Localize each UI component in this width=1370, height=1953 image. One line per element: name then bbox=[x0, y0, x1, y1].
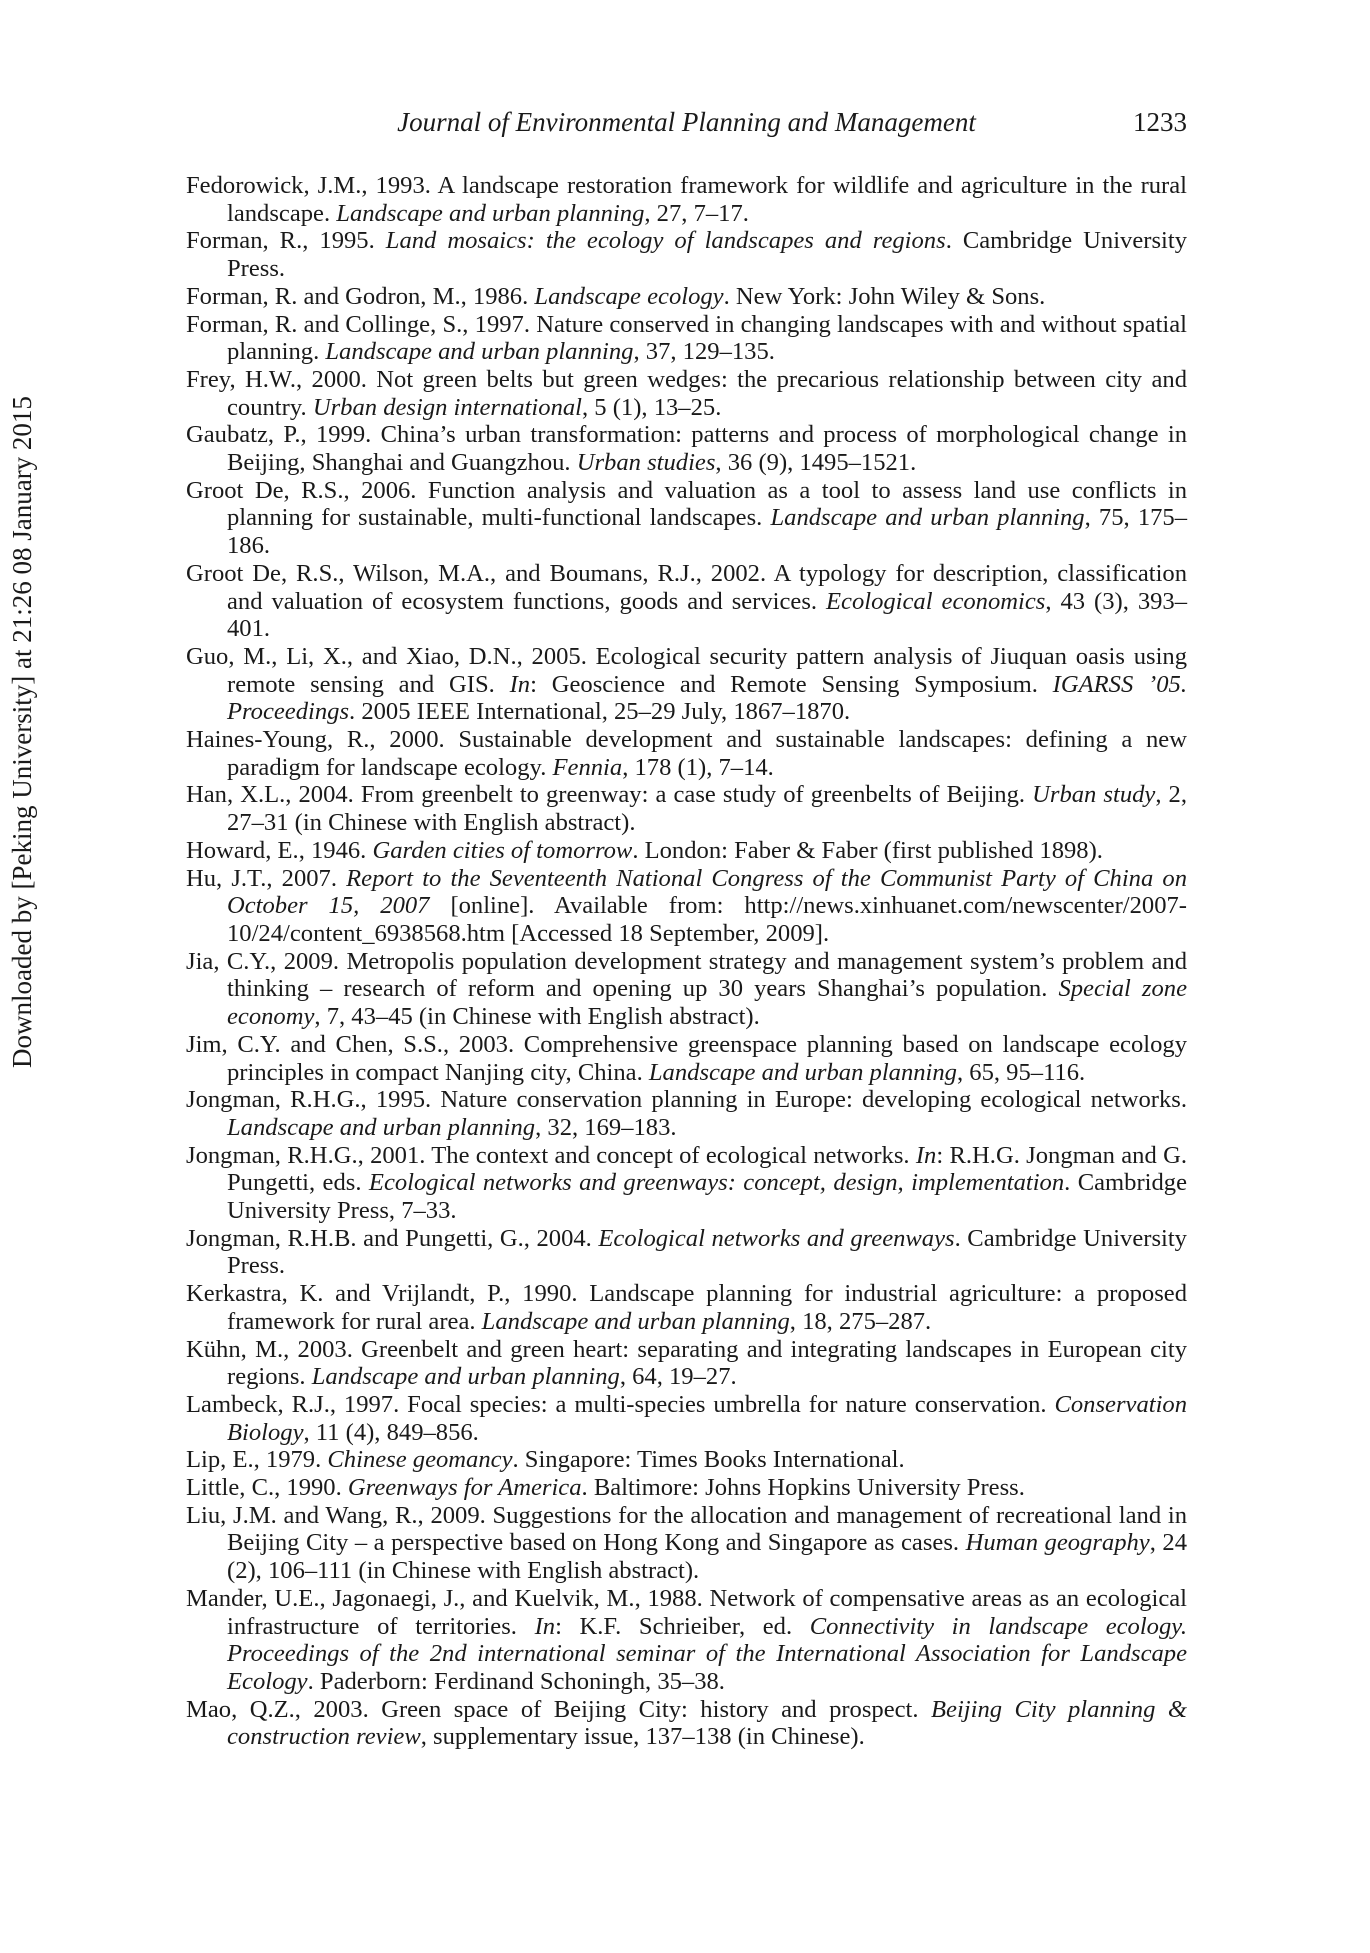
page-number: 1233 bbox=[1133, 107, 1187, 137]
reference-entry bbox=[186, 1391, 1187, 1446]
reference-text: Liu, J.M. and Wang, R., 2009. Suggestions for the allocation and management of recreational land in Beijing City – a perspective based on Hong Kong and Singapore as cases. bbox=[186, 1501, 1187, 1557]
reference-entry bbox=[186, 477, 1187, 560]
reference-text: . 2005 IEEE International, 25–29 July, 1867–1870. bbox=[349, 698, 851, 726]
reference-text: . Cambridge University Press. bbox=[227, 1224, 1187, 1280]
reference-italic-text: In bbox=[915, 1141, 937, 1169]
reference-text: Groot De, R.S., Wilson, M.A., and Boumans, R.J., 2002. A typology for description, classification and valuation of ecosystem functions, goods and services. bbox=[186, 559, 1187, 615]
reference-italic-text: Landscape and urban planning bbox=[770, 504, 1085, 532]
reference-entry bbox=[186, 311, 1187, 366]
reference-italic-text: Landscape and urban planning bbox=[325, 338, 634, 366]
reference-text: . Cambridge University Press, 7–33. bbox=[227, 1169, 1187, 1225]
reference-text: Lambeck, R.J., 1997. Focal species: a multi-species umbrella for nature conservation. bbox=[186, 1390, 1055, 1418]
reference-text: , 75, 175–186. bbox=[227, 504, 1188, 560]
reference-italic-text: Urban design international bbox=[312, 393, 582, 421]
reference-entry bbox=[186, 1696, 1187, 1751]
reference-text: Little, C., 1990. bbox=[186, 1474, 348, 1502]
reference-text: Jongman, R.H.B. and Pungetti, G., 2004. bbox=[186, 1224, 599, 1252]
reference-italic-text: Landscape and urban planning bbox=[227, 1113, 536, 1141]
reference-entry bbox=[186, 172, 1187, 227]
reference-text: Jia, C.Y., 2009. Metropolis population development strategy and management system’s problem and thinking – research of reform and opening up 30 years Shanghai’s population. bbox=[186, 947, 1187, 1003]
reference-italic-text: Special zone economy bbox=[227, 975, 1187, 1031]
reference-text: Lip, E., 1979. bbox=[186, 1446, 328, 1474]
reference-italic-text: Land mosaics: the ecology of landscapes and regions bbox=[385, 227, 946, 255]
reference-entry bbox=[186, 1446, 1187, 1474]
reference-text: : Geoscience and Remote Sensing Symposium. bbox=[530, 670, 1053, 698]
reference-italic-text: Landscape and urban planning bbox=[336, 199, 645, 227]
reference-entry bbox=[186, 227, 1187, 282]
reference-italic-text: In bbox=[509, 670, 531, 698]
reference-text: Jim, C.Y. and Chen, S.S., 2003. Comprehensive greenspace planning based on landscape ecology principles in compact Nanjing city, China. bbox=[186, 1030, 1187, 1086]
reference-text: , 2, 27–31 (in Chinese with English abstract). bbox=[227, 781, 1188, 837]
reference-italic-text: Fennia bbox=[552, 753, 623, 781]
reference-text: , 64, 19–27. bbox=[619, 1363, 737, 1391]
reference-italic-text: Urban study bbox=[1032, 781, 1156, 809]
reference-entry bbox=[186, 1280, 1187, 1335]
reference-text: , 11 (4), 849–856. bbox=[303, 1418, 479, 1446]
journal-title: Journal of Environmental Planning and Management bbox=[397, 107, 976, 137]
reference-entry bbox=[186, 366, 1187, 421]
reference-text: Forman, R., 1995. bbox=[186, 227, 386, 255]
reference-text: : K.F. Schrieiber, ed. bbox=[555, 1612, 810, 1640]
reference-italic-text: Landscape and urban planning bbox=[481, 1307, 790, 1335]
reference-italic-text: Landscape and urban planning bbox=[311, 1363, 620, 1391]
running-header bbox=[186, 104, 1187, 140]
reference-entry bbox=[186, 1086, 1187, 1141]
reference-text: Jongman, R.H.G., 1995. Nature conservation planning in Europe: developing ecological networks. bbox=[186, 1086, 1187, 1114]
reference-text: Kerkastra, K. and Vrijlandt, P., 1990. Landscape planning for industrial agriculture: a proposed framework for rural area. bbox=[186, 1280, 1187, 1335]
reference-text: , 36 (9), 1495–1521. bbox=[715, 449, 917, 477]
reference-italic-text: Ecological networks and greenways: concept, design, implementation bbox=[368, 1169, 1065, 1197]
reference-text: Groot De, R.S., 2006. Function analysis and valuation as a tool to assess land use conflicts in planning for sustainable, multi-functional landscapes. bbox=[186, 476, 1187, 532]
reference-text: , 5 (1), 13–25. bbox=[582, 393, 722, 421]
reference-entry bbox=[186, 948, 1187, 1031]
reference-italic-text: Garden cities of tomorrow bbox=[372, 836, 633, 864]
reference-italic-text: Landscape and urban planning bbox=[648, 1058, 957, 1086]
reference-entry bbox=[186, 560, 1187, 643]
reference-italic-text: Ecological economics bbox=[826, 587, 1046, 615]
reference-text: , 27, 7–17. bbox=[644, 199, 749, 227]
reference-italic-text: Landscape ecology bbox=[534, 282, 724, 310]
reference-italic-text: Urban studies bbox=[576, 449, 716, 477]
reference-entry bbox=[186, 421, 1187, 476]
reference-entry bbox=[186, 1142, 1187, 1225]
reference-text: Jongman, R.H.G., 2001. The context and concept of ecological networks. bbox=[186, 1141, 916, 1169]
reference-text: . Paderborn: Ferdinand Schoningh, 35–38. bbox=[307, 1667, 725, 1695]
reference-text: [online]. Available from: http://news.xinhuanet.com/newscenter/2007-10/24/content_6938568.htm [Accessed 18 September, 2009]. bbox=[227, 892, 1187, 947]
reference-entry bbox=[186, 837, 1187, 865]
reference-text: , 24 (2), 106–111 (in Chinese with English abstract). bbox=[227, 1529, 1187, 1585]
reference-text: . Cambridge University Press. bbox=[227, 227, 1187, 283]
reference-text: Frey, H.W., 2000. Not green belts but green wedges: the precarious relationship between city and country. bbox=[186, 365, 1187, 421]
reference-text: : R.H.G. Jongman and G. Pungetti, eds. bbox=[227, 1141, 1187, 1197]
reference-text: . New York: John Wiley & Sons. bbox=[723, 282, 1046, 310]
reference-text: Fedorowick, J.M., 1993. A landscape restoration framework for wildlife and agriculture in the rural landscape. bbox=[186, 172, 1187, 227]
reference-text: , 178 (1), 7–14. bbox=[622, 753, 774, 781]
reference-text: Kühn, M., 2003. Greenbelt and green heart: separating and integrating landscapes in European city regions. bbox=[186, 1335, 1187, 1391]
reference-text: Gaubatz, P., 1999. China’s urban transformation: patterns and process of morphological change in Beijing, Shanghai and Guangzhou. bbox=[186, 421, 1187, 477]
reference-italic-text: Connectivity in landscape ecology. Proceedings of the 2nd international seminar of the International Association for Landscape Ecology bbox=[227, 1612, 1187, 1695]
reference-entry bbox=[186, 726, 1187, 781]
reference-italic-text: Ecological networks and greenways bbox=[598, 1224, 955, 1252]
reference-text: , supplementary issue, 137–138 (in Chinese). bbox=[420, 1723, 865, 1751]
reference-text: Haines-Young, R., 2000. Sustainable development and sustainable landscapes: defining a new paradigm for landscape ecology. bbox=[186, 726, 1187, 781]
reference-text: , 37, 129–135. bbox=[633, 338, 775, 366]
reference-text: Forman, R. and Collinge, S., 1997. Nature conserved in changing landscapes with and without spatial planning. bbox=[186, 310, 1187, 366]
reference-italic-text: Conservation Biology bbox=[227, 1390, 1187, 1446]
reference-italic-text: Beijing City planning & construction review bbox=[227, 1695, 1187, 1751]
download-watermark: Downloaded by [Peking University] at 21:26 08 January 2015 bbox=[7, 396, 37, 1068]
reference-text: Hu, J.T., 2007. bbox=[186, 864, 347, 892]
reference-entry bbox=[186, 643, 1187, 726]
reference-text: . London: Faber & Faber (first published 1898). bbox=[632, 836, 1103, 864]
reference-text: Han, X.L., 2004. From greenbelt to greenway: a case study of greenbelts of Beijing. bbox=[186, 781, 1033, 809]
reference-italic-text: Greenways for America bbox=[347, 1474, 582, 1502]
reference-entry bbox=[186, 1336, 1187, 1391]
reference-entry bbox=[186, 1031, 1187, 1086]
reference-entry bbox=[186, 865, 1187, 948]
reference-italic-text: Report to the Seventeenth National Congress of the Communist Party of China on October 15, 2007 bbox=[227, 864, 1187, 920]
reference-entry bbox=[186, 1225, 1187, 1280]
reference-text: , 7, 43–45 (in Chinese with English abstract). bbox=[314, 1003, 760, 1031]
reference-text: Mao, Q.Z., 2003. Green space of Beijing City: history and prospect. bbox=[186, 1695, 931, 1723]
reference-list bbox=[186, 172, 1187, 1751]
reference-entry bbox=[186, 1502, 1187, 1585]
reference-text: , 32, 169–183. bbox=[535, 1113, 677, 1141]
reference-text: Forman, R. and Godron, M., 1986. bbox=[186, 282, 535, 310]
reference-text: Guo, M., Li, X., and Xiao, D.N., 2005. Ecological security pattern analysis of Jiuquan oasis using remote sensing and GIS. bbox=[186, 642, 1187, 698]
reference-text: , 18, 275–287. bbox=[789, 1307, 932, 1335]
reference-entry bbox=[186, 1585, 1187, 1696]
reference-text: . Singapore: Times Books International. bbox=[512, 1446, 905, 1474]
reference-text: , 43 (3), 393–401. bbox=[227, 587, 1188, 643]
reference-text: Howard, E., 1946. bbox=[186, 836, 373, 864]
reference-italic-text: IGARSS ’05. Proceedings bbox=[227, 670, 1187, 726]
reference-text: Mander, U.E., Jagonaegi, J., and Kuelvik, M., 1988. Network of compensative areas as an ecological infrastructure of territories. bbox=[186, 1584, 1187, 1640]
reference-entry bbox=[186, 781, 1187, 836]
reference-italic-text: Human geography bbox=[965, 1529, 1150, 1557]
reference-text: . Baltimore: Johns Hopkins University Press. bbox=[581, 1474, 1025, 1502]
reference-entry bbox=[186, 283, 1187, 311]
reference-italic-text: In bbox=[534, 1612, 556, 1640]
reference-italic-text: Chinese geomancy bbox=[327, 1446, 513, 1474]
reference-text: , 65, 95–116. bbox=[956, 1058, 1086, 1086]
reference-entry bbox=[186, 1474, 1187, 1502]
